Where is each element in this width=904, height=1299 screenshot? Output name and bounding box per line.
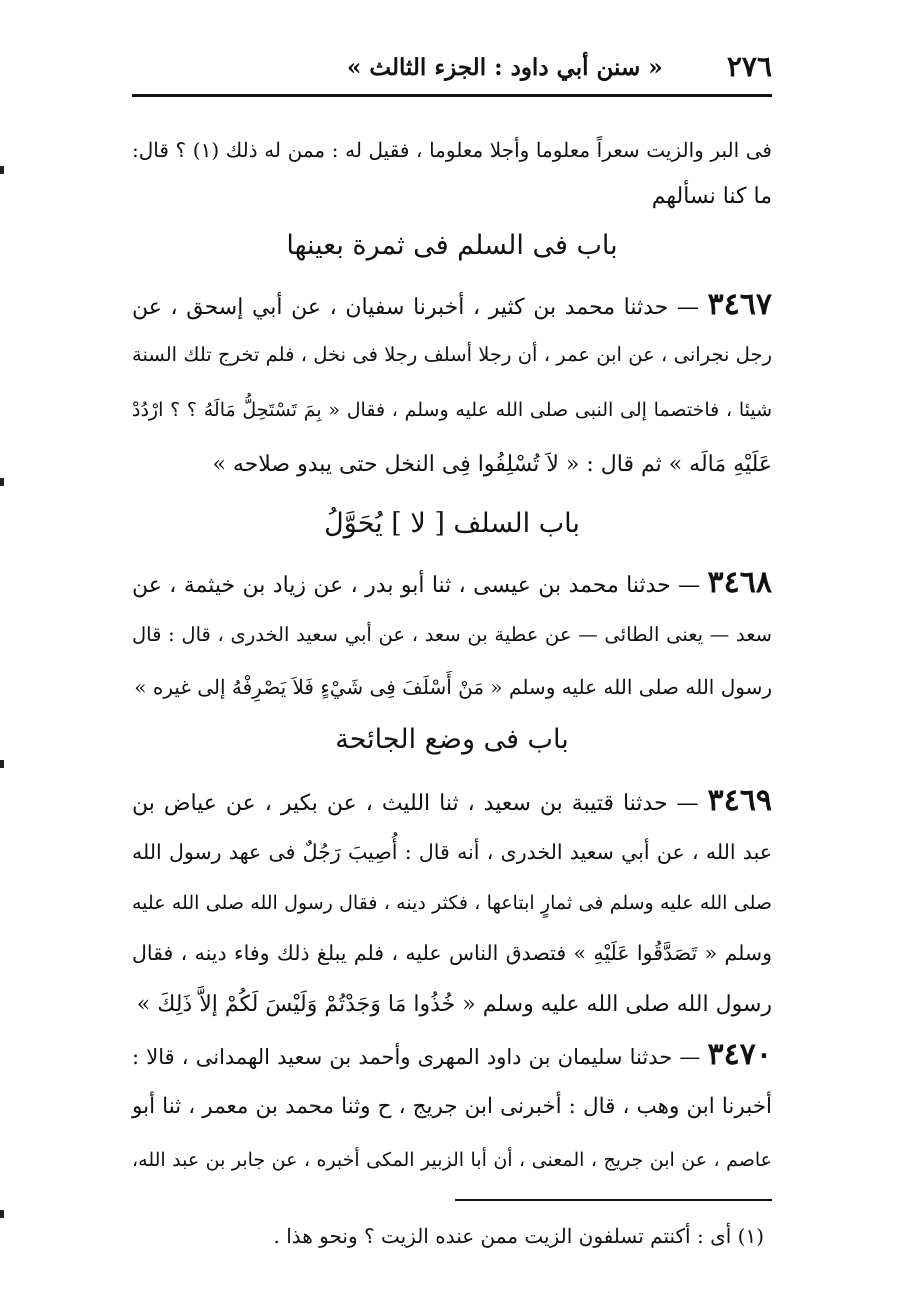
text-line: ما كنا نسألهم	[651, 184, 772, 209]
text-line: شيئا ، فاختصما إلى النبى صلى الله عليه وسلم ، فقال « بِمَ تَسْتَحِلُّ مَالَهُ ؟ ؟ ارْدُدْ	[132, 399, 772, 421]
chapter-heading: باب السلف [ لا ] يُحَوَّلُ	[324, 508, 580, 539]
text-line: رسول الله صلى الله عليه وسلم « خُذُوا مَا وَجَدْتُمْ وَلَيْسَ لَكُمْ إلاَّ ذَلِكَ »	[136, 992, 772, 1017]
hadith-number: ٣٤٦٨	[707, 565, 772, 600]
text-line: سعد — يعنى الطائى — عن عطية بن سعد ، عن أبي سعيد الخدرى ، قال : قال	[132, 623, 772, 646]
page-number: ٢٧٦	[726, 50, 772, 83]
text-line: عاصم ، عن ابن جريج ، المعنى ، أن أبا الزبير المكى أخبره ، عن جابر بن عبد الله،	[132, 1149, 773, 1171]
footnote-rule	[455, 1199, 772, 1201]
text-line: عَلَيْهِ مَالَه » ثم قال : « لاَ تُسْلِفُوا فِى النخل حتى يبدو صلاحه »	[212, 452, 772, 477]
text-line: فى البر والزيت سعراً معلوما وأجلا معلوما ، فقيل له : ممن له ذلك (١) ؟ قال:	[132, 138, 772, 162]
hadith-text: — حدثنا سليمان بن داود المهرى وأحمد بن سعيد الهمدانى ، قالا :	[132, 1045, 701, 1069]
hadith-3470-first-line	[132, 1037, 772, 1072]
hadith-3467-first-line	[132, 287, 772, 323]
text-line: رجل نجرانى ، عن ابن عمر ، أن رجلا أسلف رجلا فى نخل ، فلم تخرج تلك السنة	[132, 343, 772, 366]
hadith-text: — حدثنا قتيبة بن سعيد ، ثنا الليث ، عن بكير ، عن عياض بن	[132, 791, 699, 816]
hadith-number: ٣٤٦٧	[707, 287, 772, 322]
hadith-text: — حدثنا محمد بن عيسى ، ثنا أبو بدر ، عن زياد بن خيثمة ، عن	[132, 573, 701, 598]
hadith-number: ٣٤٧٠	[707, 1037, 772, 1072]
scan-edge-mark	[0, 166, 4, 174]
text-line: وسلم « تَصَدَّقُوا عَلَيْهِ » فتصدق الناس عليه ، فلم يبلغ ذلك وفاء دينه ، فقال	[132, 941, 772, 965]
chapter-heading: باب فى السلم فى ثمرة بعينها	[286, 230, 618, 261]
running-title: « سنن أبي داود : الجزء الثالث »	[347, 54, 663, 81]
scan-edge-mark	[0, 760, 4, 768]
header-rule	[132, 94, 772, 97]
text-line: أخبرنا ابن وهب ، قال : أخبرنى ابن جريج ، ح وثنا محمد بن معمر ، ثنا أبو	[132, 1094, 772, 1119]
chapter-heading: باب فى وضع الجائحة	[335, 724, 569, 755]
page-header	[132, 50, 772, 90]
footnote: (١) أى : أكنتم تسلفون الزيت ممن عنده الزيت ؟ ونحو هذا .	[273, 1224, 764, 1248]
hadith-number: ٣٤٦٩	[707, 783, 772, 818]
scan-edge-mark	[0, 478, 4, 486]
scan-edge-mark	[0, 1210, 4, 1218]
text-line: صلى الله عليه وسلم فى ثمارٍ ابتاعها ، فكثر دينه ، فقال رسول الله صلى الله عليه	[132, 892, 772, 914]
hadith-3468-first-line	[132, 565, 772, 601]
text-line: رسول الله صلى الله عليه وسلم « مَنْ أَسْلَفَ فِى شَيْءٍ فَلاَ يَصْرِفْهُ إلى غيره »	[134, 675, 772, 699]
text-line: عبد الله ، عن أبي سعيد الخدرى ، أنه قال : أُصِيبَ رَجُلٌ فى عهد رسول الله	[132, 840, 772, 864]
hadith-3469-first-line	[132, 783, 772, 819]
hadith-text: — حدثنا محمد بن كثير ، أخبرنا سفيان ، عن أبي إسحق ، عن	[132, 295, 699, 320]
